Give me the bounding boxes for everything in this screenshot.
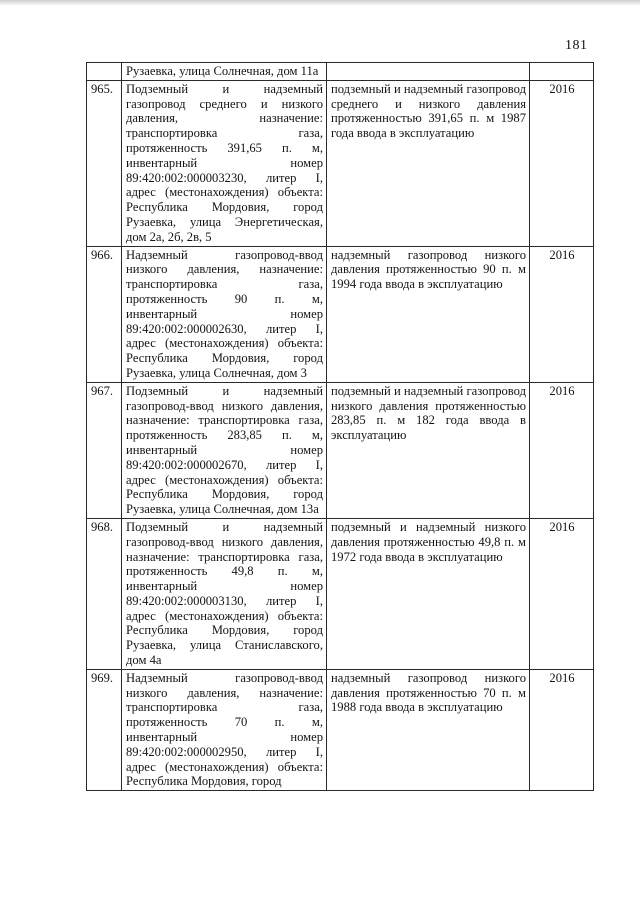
year-cell: 2016 — [530, 80, 594, 246]
object-description: Надземный газопровод-ввод низкого давления, назначение: транспортировка газа, протяженность 70 п. м, инвентарный номер 89:420:002:000002950, литер I, адрес (местонахождения) объекта: Республика Мордовия, город — [122, 669, 327, 790]
table-row — [87, 246, 594, 382]
year-cell: 2016 — [530, 669, 594, 790]
table-row — [87, 382, 594, 518]
row-number: 968. — [87, 518, 122, 669]
table-row — [87, 669, 594, 790]
page-number: 181 — [565, 38, 588, 53]
table-row — [87, 80, 594, 246]
table-row — [87, 518, 594, 669]
row-number — [87, 63, 122, 81]
object-characteristics: надземный газопровод низкого давления протяженностью 70 п. м 1988 года ввода в эксплуатацию — [327, 669, 530, 790]
object-description: Подземный и надземный газопровод-ввод низкого давления, назначение: транспортировка газа, протяженность 283,85 п. м, инвентарный номер 89:420:002:000002670, литер I, адрес (местонахождения) объекта: Республика Мордовия, город Рузаевка, улица Солнечная, дом 13а — [122, 382, 327, 518]
object-description: Подземный и надземный газопровод-ввод низкого давления, назначение: транспортировка газа, протяженность 49,8 п. м, инвентарный номер 89:420:002:000003130, литер I, адрес (местонахождения) объекта: Республика Мордовия, город Рузаевка, улица Станиславского, дом 4а — [122, 518, 327, 669]
object-characteristics: подземный и надземный газопровод низкого давления протяженностью 283,85 п. м 182 года ввода в эксплуатацию — [327, 382, 530, 518]
object-characteristics: надземный газопровод низкого давления протяженностью 90 п. м 1994 года ввода в эксплуатацию — [327, 246, 530, 382]
object-characteristics — [327, 63, 530, 81]
year-cell: 2016 — [530, 382, 594, 518]
row-number: 967. — [87, 382, 122, 518]
table-row — [87, 63, 594, 81]
row-number: 966. — [87, 246, 122, 382]
year-cell — [530, 63, 594, 81]
row-number: 969. — [87, 669, 122, 790]
object-characteristics: подземный и надземный газопровод среднего и низкого давления протяженностью 391,65 п. м 1987 года ввода в эксплуатацию — [327, 80, 530, 246]
year-cell: 2016 — [530, 518, 594, 669]
scan-edge — [0, 0, 640, 6]
object-description: Подземный и надземный газопровод среднего и низкого давления, назначение: транспортировка газа, протяженность 391,65 п. м, инвентарный номер 89:420:002:000003230, литер I, адрес (местонахождения) объекта: Республика Мордовия, город Рузаевка, улица Энергетическая, дом 2а, 2б, 2в, 5 — [122, 80, 327, 246]
object-description: Надземный газопровод-ввод низкого давления, назначение: транспортировка газа, протяженность 90 п. м, инвентарный номер 89:420:002:000002630, литер I, адрес (местонахождения) объекта: Республика Мордовия, город Рузаевка, улица Солнечная, дом 3 — [122, 246, 327, 382]
registry-table — [86, 62, 594, 791]
row-number: 965. — [87, 80, 122, 246]
year-cell: 2016 — [530, 246, 594, 382]
object-characteristics: подземный и надземный низкого давления протяженностью 49,8 п. м 1972 года ввода в эксплуатацию — [327, 518, 530, 669]
object-description: Рузаевка, улица Солнечная, дом 11а — [122, 63, 327, 81]
